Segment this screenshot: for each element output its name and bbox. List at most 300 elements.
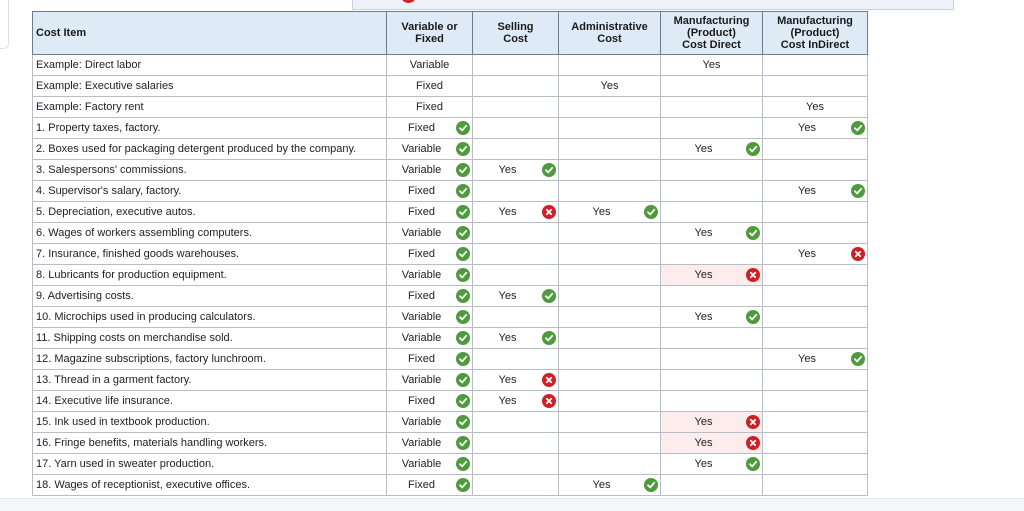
cell-value bbox=[661, 328, 762, 348]
manufacturing-indirect-cell[interactable] bbox=[763, 412, 868, 433]
correct-check-icon bbox=[456, 394, 470, 408]
manufacturing-indirect-cell[interactable] bbox=[763, 265, 868, 286]
table-row bbox=[33, 202, 868, 223]
incorrect-cross-icon bbox=[542, 205, 556, 219]
cell-value: Variable bbox=[401, 437, 442, 449]
table-row bbox=[33, 454, 868, 475]
table-row bbox=[33, 55, 868, 76]
selling-cost-cell[interactable] bbox=[473, 349, 559, 370]
cell-value: Yes bbox=[694, 143, 713, 155]
cost-item-cell: 13. Thread in a garment factory. bbox=[33, 370, 387, 391]
table-row bbox=[33, 412, 868, 433]
cell-value bbox=[473, 454, 558, 474]
cell-value: Yes bbox=[798, 353, 816, 365]
selling-cost-cell[interactable] bbox=[473, 160, 559, 181]
correct-check-icon bbox=[456, 247, 470, 261]
cell-value: Yes bbox=[694, 311, 713, 323]
cell-value bbox=[473, 412, 558, 432]
manufacturing-direct-cell[interactable] bbox=[661, 55, 763, 76]
cell-value: Fixed bbox=[408, 122, 435, 134]
variable-or-fixed-cell[interactable] bbox=[387, 265, 473, 286]
cell-value bbox=[661, 286, 762, 306]
header-line: Cost Direct bbox=[682, 39, 741, 51]
table-row bbox=[33, 244, 868, 265]
variable-or-fixed-cell[interactable] bbox=[387, 349, 473, 370]
cost-item-cell: 7. Insurance, finished goods warehouses. bbox=[33, 244, 387, 265]
cell-value: Fixed bbox=[408, 353, 435, 365]
manufacturing-indirect-cell[interactable] bbox=[763, 433, 868, 454]
cell-value bbox=[473, 76, 558, 96]
cell-value: Yes bbox=[694, 458, 713, 470]
correct-check-icon bbox=[456, 184, 470, 198]
administrative-cost-cell[interactable] bbox=[559, 286, 661, 307]
cost-item-cell: 12. Magazine subscriptions, factory lunchroom. bbox=[33, 349, 387, 370]
cell-value bbox=[763, 391, 867, 411]
cost-item-cell: 2. Boxes used for packaging detergent produced by the company. bbox=[33, 139, 387, 160]
selling-cost-cell[interactable] bbox=[473, 55, 559, 76]
variable-or-fixed-cell[interactable] bbox=[387, 223, 473, 244]
variable-or-fixed-cell[interactable] bbox=[387, 454, 473, 475]
correct-check-icon bbox=[746, 142, 760, 156]
header-selling-cost bbox=[473, 12, 559, 55]
cell-value bbox=[763, 139, 867, 159]
manufacturing-direct-cell[interactable] bbox=[661, 412, 763, 433]
variable-or-fixed-cell[interactable] bbox=[387, 433, 473, 454]
selling-cost-cell[interactable] bbox=[473, 412, 559, 433]
incorrect-cross-icon bbox=[746, 268, 760, 282]
correct-check-icon bbox=[644, 478, 658, 492]
table-row bbox=[33, 307, 868, 328]
cell-value bbox=[473, 118, 558, 138]
manufacturing-indirect-cell[interactable] bbox=[763, 55, 868, 76]
cost-item-cell: 17. Yarn used in sweater production. bbox=[33, 454, 387, 475]
cell-value: Yes bbox=[592, 479, 611, 491]
header-line: (Product) bbox=[687, 27, 736, 39]
cost-item-cell: 10. Microchips used in producing calculators. bbox=[33, 307, 387, 328]
table-row bbox=[33, 118, 868, 139]
variable-or-fixed-cell[interactable] bbox=[387, 286, 473, 307]
cost-item-cell: 6. Wages of workers assembling computers. bbox=[33, 223, 387, 244]
correct-check-icon bbox=[851, 184, 865, 198]
header-line: Cost bbox=[597, 33, 622, 45]
correct-check-icon bbox=[542, 163, 556, 177]
cell-value: Variable bbox=[401, 311, 442, 323]
incorrect-cross-icon bbox=[542, 373, 556, 387]
cell-value: Fixed bbox=[408, 395, 435, 407]
manufacturing-indirect-cell[interactable] bbox=[763, 370, 868, 391]
administrative-cost-cell[interactable] bbox=[559, 475, 661, 496]
header-manufacturing-direct bbox=[661, 12, 763, 55]
correct-check-icon bbox=[456, 373, 470, 387]
selling-cost-cell[interactable] bbox=[473, 202, 559, 223]
selling-cost-cell[interactable] bbox=[473, 307, 559, 328]
administrative-cost-cell[interactable] bbox=[559, 391, 661, 412]
selling-cost-cell[interactable] bbox=[473, 370, 559, 391]
selling-cost-cell[interactable] bbox=[473, 433, 559, 454]
cell-value: Fixed bbox=[408, 185, 435, 197]
cell-value: Variable bbox=[401, 458, 442, 470]
incorrect-cross-icon bbox=[542, 394, 556, 408]
cell-value bbox=[473, 307, 558, 327]
cell-value bbox=[661, 202, 762, 222]
correct-check-icon bbox=[851, 352, 865, 366]
manufacturing-direct-cell[interactable] bbox=[661, 391, 763, 412]
cell-value: Yes bbox=[694, 416, 713, 428]
cell-value bbox=[559, 391, 660, 411]
cell-value bbox=[661, 370, 762, 390]
table-row bbox=[33, 223, 868, 244]
cell-value bbox=[559, 223, 660, 243]
manufacturing-direct-cell[interactable] bbox=[661, 118, 763, 139]
cell-value bbox=[763, 160, 867, 180]
cell-value: Fixed bbox=[408, 290, 435, 302]
administrative-cost-cell[interactable] bbox=[559, 223, 661, 244]
variable-or-fixed-cell[interactable] bbox=[387, 307, 473, 328]
selling-cost-cell[interactable] bbox=[473, 223, 559, 244]
manufacturing-direct-cell[interactable] bbox=[661, 202, 763, 223]
manufacturing-indirect-cell[interactable] bbox=[763, 181, 868, 202]
table-row bbox=[33, 181, 868, 202]
selling-cost-cell[interactable] bbox=[473, 118, 559, 139]
cell-value bbox=[763, 433, 867, 453]
table-row bbox=[33, 475, 868, 496]
administrative-cost-cell[interactable] bbox=[559, 370, 661, 391]
correct-check-icon bbox=[746, 457, 760, 471]
selling-cost-cell[interactable] bbox=[473, 97, 559, 118]
cell-value: Variable bbox=[401, 143, 442, 155]
cell-value bbox=[559, 370, 660, 390]
correct-check-icon bbox=[746, 310, 760, 324]
cell-value: Variable bbox=[409, 59, 450, 71]
header-line: Manufacturing bbox=[777, 15, 853, 27]
cell-value bbox=[559, 118, 660, 138]
administrative-cost-cell[interactable] bbox=[559, 244, 661, 265]
cost-item-cell: Example: Executive salaries bbox=[33, 76, 387, 97]
cell-value bbox=[559, 265, 660, 285]
manufacturing-indirect-cell[interactable] bbox=[763, 118, 868, 139]
table-row bbox=[33, 370, 868, 391]
variable-or-fixed-cell[interactable] bbox=[387, 370, 473, 391]
administrative-cost-cell[interactable] bbox=[559, 412, 661, 433]
selling-cost-cell[interactable] bbox=[473, 328, 559, 349]
table-row bbox=[33, 139, 868, 160]
table-header-row bbox=[33, 12, 868, 55]
cost-item-cell: 1. Property taxes, factory. bbox=[33, 118, 387, 139]
cell-value bbox=[763, 286, 867, 306]
cell-value bbox=[661, 244, 762, 264]
cell-value: Yes bbox=[798, 185, 816, 197]
correct-check-icon bbox=[456, 457, 470, 471]
correct-check-icon bbox=[746, 226, 760, 240]
selling-cost-cell[interactable] bbox=[473, 139, 559, 160]
correct-check-icon bbox=[851, 121, 865, 135]
cost-item-cell: Example: Direct labor bbox=[33, 55, 387, 76]
cell-value: Yes bbox=[498, 395, 517, 407]
administrative-cost-cell[interactable] bbox=[559, 139, 661, 160]
manufacturing-indirect-cell[interactable] bbox=[763, 223, 868, 244]
cost-item-cell: 9. Advertising costs. bbox=[33, 286, 387, 307]
selling-cost-cell[interactable] bbox=[473, 391, 559, 412]
header-cost-item bbox=[33, 12, 387, 55]
cell-value bbox=[473, 139, 558, 159]
cost-item-cell: 4. Supervisor's salary, factory. bbox=[33, 181, 387, 202]
correct-check-icon bbox=[644, 205, 658, 219]
manufacturing-indirect-cell[interactable] bbox=[763, 202, 868, 223]
correct-check-icon bbox=[456, 142, 470, 156]
selling-cost-cell[interactable] bbox=[473, 76, 559, 97]
cell-value bbox=[763, 265, 867, 285]
cell-value bbox=[661, 76, 762, 96]
variable-or-fixed-cell[interactable] bbox=[387, 118, 473, 139]
selling-cost-cell[interactable] bbox=[473, 265, 559, 286]
administrative-cost-cell[interactable] bbox=[559, 97, 661, 118]
cell-value bbox=[559, 55, 660, 75]
variable-or-fixed-cell[interactable] bbox=[387, 55, 473, 76]
manufacturing-indirect-cell[interactable] bbox=[763, 454, 868, 475]
cell-value bbox=[559, 244, 660, 264]
cell-value: Yes bbox=[498, 290, 517, 302]
manufacturing-direct-cell[interactable] bbox=[661, 265, 763, 286]
incorrect-cross-icon bbox=[851, 247, 865, 261]
correct-check-icon bbox=[456, 352, 470, 366]
administrative-cost-cell[interactable] bbox=[559, 349, 661, 370]
incorrect-cross-icon bbox=[746, 436, 760, 450]
cell-value: Yes bbox=[600, 80, 619, 92]
cell-value bbox=[763, 55, 867, 75]
selling-cost-cell[interactable] bbox=[473, 475, 559, 496]
table-body bbox=[33, 55, 868, 496]
cell-value bbox=[559, 454, 660, 474]
header-administrative-cost bbox=[559, 12, 661, 55]
variable-or-fixed-cell[interactable] bbox=[387, 202, 473, 223]
manufacturing-indirect-cell[interactable] bbox=[763, 97, 868, 118]
cost-item-cell: Example: Factory rent bbox=[33, 97, 387, 118]
cell-value bbox=[473, 223, 558, 243]
table-row bbox=[33, 265, 868, 286]
manufacturing-direct-cell[interactable] bbox=[661, 76, 763, 97]
cell-value: Yes bbox=[592, 206, 611, 218]
manufacturing-indirect-cell[interactable] bbox=[763, 286, 868, 307]
manufacturing-direct-cell[interactable] bbox=[661, 328, 763, 349]
cell-value bbox=[559, 286, 660, 306]
manufacturing-direct-cell[interactable] bbox=[661, 349, 763, 370]
variable-or-fixed-cell[interactable] bbox=[387, 181, 473, 202]
cost-item-cell: 15. Ink used in textbook production. bbox=[33, 412, 387, 433]
cost-item-cell: 3. Salespersons' commissions. bbox=[33, 160, 387, 181]
cell-value bbox=[763, 475, 867, 495]
manufacturing-direct-cell[interactable] bbox=[661, 475, 763, 496]
cell-value bbox=[763, 202, 867, 222]
correct-check-icon bbox=[542, 289, 556, 303]
header-line: Administrative bbox=[571, 21, 648, 33]
selling-cost-cell[interactable] bbox=[473, 244, 559, 265]
administrative-cost-cell[interactable] bbox=[559, 307, 661, 328]
cell-value bbox=[763, 370, 867, 390]
cell-value bbox=[473, 181, 558, 201]
cell-value bbox=[559, 349, 660, 369]
cell-value bbox=[559, 160, 660, 180]
cell-value bbox=[559, 97, 660, 117]
cost-item-cell: 5. Depreciation, executive autos. bbox=[33, 202, 387, 223]
cost-item-cell: 18. Wages of receptionist, executive offices. bbox=[33, 475, 387, 496]
variable-or-fixed-cell[interactable] bbox=[387, 475, 473, 496]
top-frame bbox=[352, 0, 954, 10]
cell-value bbox=[763, 454, 867, 474]
correct-check-icon bbox=[456, 289, 470, 303]
cell-value: Yes bbox=[806, 101, 824, 113]
cell-value: Yes bbox=[498, 332, 517, 344]
manufacturing-direct-cell[interactable] bbox=[661, 433, 763, 454]
cell-value bbox=[559, 139, 660, 159]
cell-value bbox=[559, 412, 660, 432]
manufacturing-direct-cell[interactable] bbox=[661, 454, 763, 475]
correct-check-icon bbox=[456, 415, 470, 429]
cell-value bbox=[473, 55, 558, 75]
variable-or-fixed-cell[interactable] bbox=[387, 391, 473, 412]
variable-or-fixed-cell[interactable] bbox=[387, 328, 473, 349]
variable-or-fixed-cell[interactable] bbox=[387, 244, 473, 265]
header-line: (Product) bbox=[790, 27, 840, 39]
header-line: Selling bbox=[497, 21, 534, 33]
manufacturing-direct-cell[interactable] bbox=[661, 244, 763, 265]
bottom-status-strip bbox=[0, 498, 1024, 511]
cell-value: Variable bbox=[401, 269, 442, 281]
administrative-cost-cell[interactable] bbox=[559, 118, 661, 139]
administrative-cost-cell[interactable] bbox=[559, 160, 661, 181]
cell-value bbox=[661, 391, 762, 411]
manufacturing-indirect-cell[interactable] bbox=[763, 391, 868, 412]
cell-value: Yes bbox=[798, 248, 816, 260]
selling-cost-cell[interactable] bbox=[473, 454, 559, 475]
cell-value: Fixed bbox=[416, 80, 443, 92]
table-row bbox=[33, 328, 868, 349]
cell-value bbox=[661, 349, 762, 369]
administrative-cost-cell[interactable] bbox=[559, 202, 661, 223]
correct-check-icon bbox=[456, 478, 470, 492]
cell-value: Yes bbox=[498, 206, 517, 218]
manufacturing-indirect-cell[interactable] bbox=[763, 349, 868, 370]
cost-item-cell: 8. Lubricants for production equipment. bbox=[33, 265, 387, 286]
cell-value bbox=[763, 76, 867, 96]
variable-or-fixed-cell[interactable] bbox=[387, 97, 473, 118]
table-row bbox=[33, 391, 868, 412]
cost-item-cell: 16. Fringe benefits, materials handling workers. bbox=[33, 433, 387, 454]
cell-value bbox=[473, 265, 558, 285]
cell-value: Yes bbox=[498, 164, 517, 176]
correct-check-icon bbox=[456, 205, 470, 219]
administrative-cost-cell[interactable] bbox=[559, 265, 661, 286]
manufacturing-direct-cell[interactable] bbox=[661, 370, 763, 391]
correct-check-icon bbox=[456, 436, 470, 450]
manufacturing-indirect-cell[interactable] bbox=[763, 328, 868, 349]
header-variable-or-fixed bbox=[387, 12, 473, 55]
cell-value: Yes bbox=[694, 269, 713, 281]
cell-value bbox=[763, 328, 867, 348]
correct-check-icon bbox=[456, 268, 470, 282]
cell-value bbox=[559, 433, 660, 453]
administrative-cost-cell[interactable] bbox=[559, 181, 661, 202]
manufacturing-direct-cell[interactable] bbox=[661, 307, 763, 328]
cell-value bbox=[559, 181, 660, 201]
cell-value bbox=[473, 349, 558, 369]
cell-value: Variable bbox=[401, 374, 442, 386]
manufacturing-direct-cell[interactable] bbox=[661, 181, 763, 202]
correct-check-icon bbox=[456, 331, 470, 345]
cell-value bbox=[661, 160, 762, 180]
manufacturing-direct-cell[interactable] bbox=[661, 139, 763, 160]
table-row bbox=[33, 286, 868, 307]
correct-check-icon bbox=[456, 121, 470, 135]
left-panel-edge bbox=[0, 0, 9, 49]
correct-check-icon bbox=[456, 226, 470, 240]
selling-cost-cell[interactable] bbox=[473, 286, 559, 307]
cost-item-cell: 11. Shipping costs on merchandise sold. bbox=[33, 328, 387, 349]
variable-or-fixed-cell[interactable] bbox=[387, 139, 473, 160]
manufacturing-indirect-cell[interactable] bbox=[763, 307, 868, 328]
manufacturing-indirect-cell[interactable] bbox=[763, 160, 868, 181]
manufacturing-indirect-cell[interactable] bbox=[763, 139, 868, 160]
administrative-cost-cell[interactable] bbox=[559, 76, 661, 97]
table-row bbox=[33, 97, 868, 118]
cell-value: Yes bbox=[498, 374, 517, 386]
cell-value bbox=[661, 181, 762, 201]
correct-check-icon bbox=[456, 163, 470, 177]
manufacturing-indirect-cell[interactable] bbox=[763, 76, 868, 97]
header-line: Variable or bbox=[401, 21, 458, 33]
cell-value bbox=[661, 118, 762, 138]
cell-value: Fixed bbox=[408, 479, 435, 491]
correct-check-icon bbox=[542, 331, 556, 345]
cell-value: Fixed bbox=[416, 101, 443, 113]
variable-or-fixed-cell[interactable] bbox=[387, 76, 473, 97]
cell-value: Yes bbox=[694, 437, 713, 449]
incorrect-cross-icon bbox=[746, 415, 760, 429]
cell-value bbox=[559, 307, 660, 327]
manufacturing-indirect-cell[interactable] bbox=[763, 244, 868, 265]
header-line: Fixed bbox=[415, 33, 444, 45]
cost-item-cell: 14. Executive life insurance. bbox=[33, 391, 387, 412]
selling-cost-cell[interactable] bbox=[473, 181, 559, 202]
cost-classification-table bbox=[32, 11, 868, 496]
manufacturing-direct-cell[interactable] bbox=[661, 286, 763, 307]
manufacturing-indirect-cell[interactable] bbox=[763, 475, 868, 496]
administrative-cost-cell[interactable] bbox=[559, 328, 661, 349]
variable-or-fixed-cell[interactable] bbox=[387, 160, 473, 181]
cell-value bbox=[763, 412, 867, 432]
cell-value bbox=[763, 223, 867, 243]
administrative-cost-cell[interactable] bbox=[559, 55, 661, 76]
header-line: Manufacturing bbox=[673, 15, 750, 27]
manufacturing-direct-cell[interactable] bbox=[661, 97, 763, 118]
manufacturing-direct-cell[interactable] bbox=[661, 160, 763, 181]
header-manufacturing-indirect bbox=[763, 12, 868, 55]
cell-value: Variable bbox=[401, 416, 442, 428]
administrative-cost-cell[interactable] bbox=[559, 433, 661, 454]
cell-value bbox=[473, 97, 558, 117]
variable-or-fixed-cell[interactable] bbox=[387, 412, 473, 433]
cell-value: Variable bbox=[401, 227, 442, 239]
manufacturing-direct-cell[interactable] bbox=[661, 223, 763, 244]
cell-value bbox=[473, 244, 558, 264]
header-line: Cost InDirect bbox=[780, 39, 850, 51]
header-line: Cost Item bbox=[36, 27, 87, 39]
administrative-cost-cell[interactable] bbox=[559, 454, 661, 475]
cell-value bbox=[473, 475, 558, 495]
cell-value bbox=[661, 97, 762, 117]
correct-check-icon bbox=[456, 310, 470, 324]
cell-value: Fixed bbox=[408, 206, 435, 218]
cell-value: Variable bbox=[401, 332, 442, 344]
